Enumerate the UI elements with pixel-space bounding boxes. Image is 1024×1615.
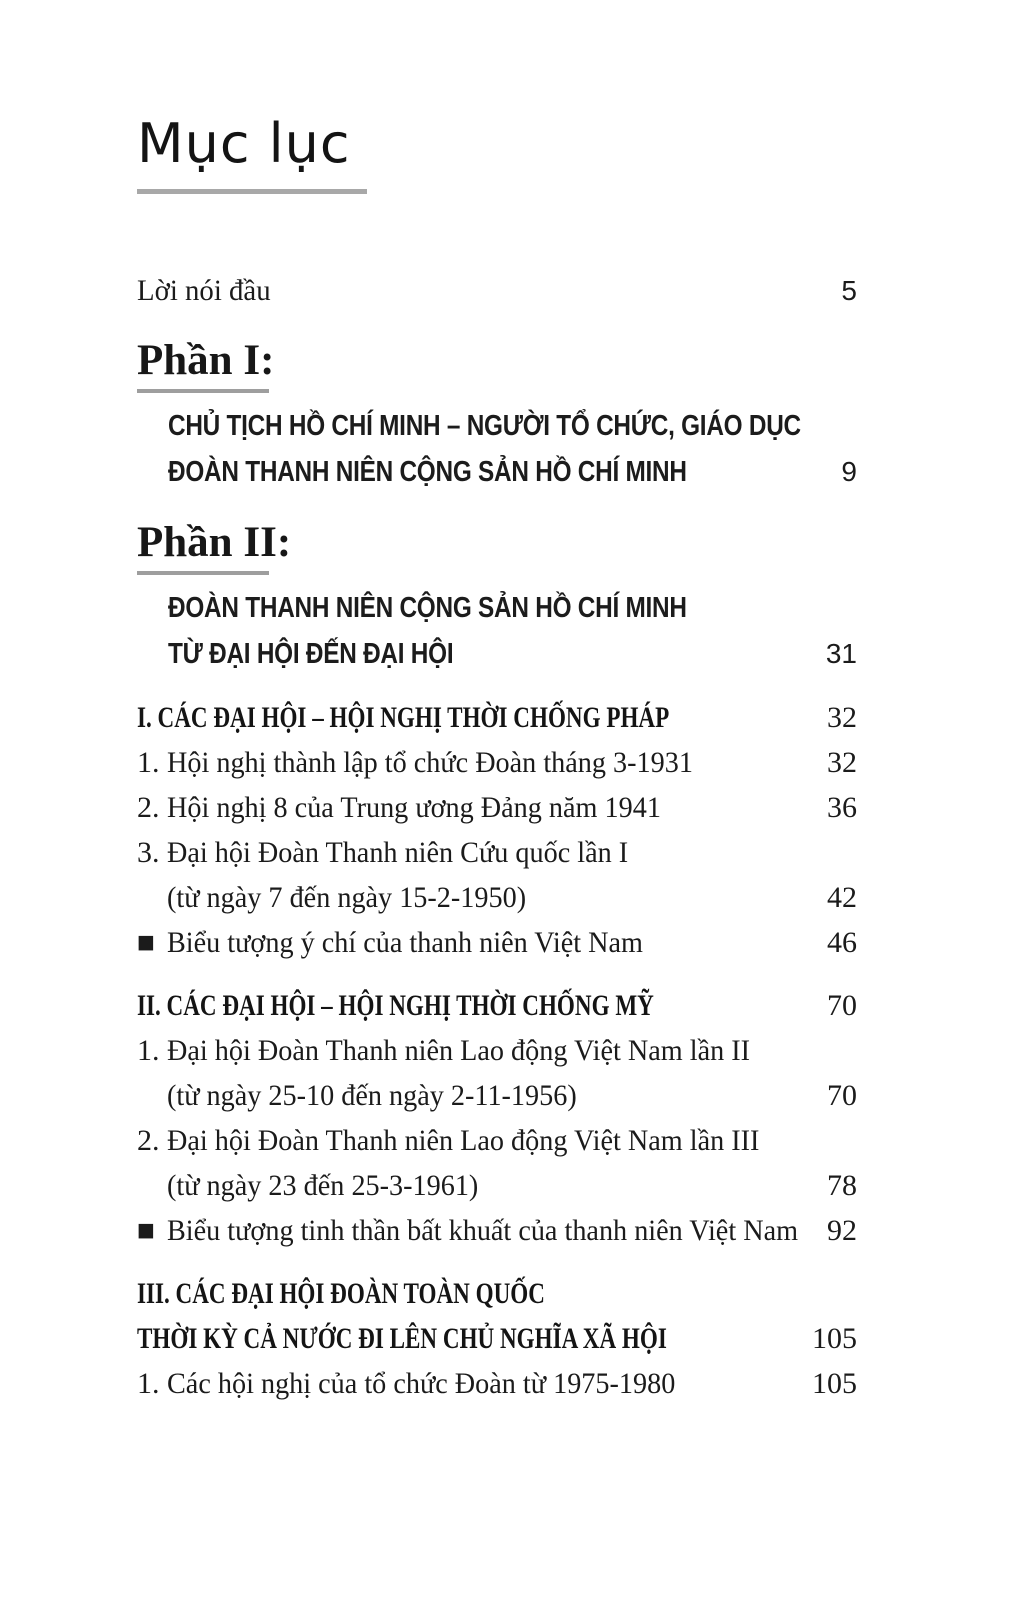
entry-label: (từ ngày 7 đến ngày 15-2-1950) xyxy=(167,881,527,914)
page-title: Mục lục xyxy=(137,112,351,175)
toc-row xyxy=(137,1316,857,1361)
part-heading xyxy=(137,517,857,575)
entry-label: II. CÁC ĐẠI HỘI – HỘI NGHỊ THỜI CHỐNG MỸ xyxy=(137,989,654,1022)
page-number: 70 xyxy=(827,989,857,1022)
page-number: 5 xyxy=(841,275,857,306)
toc-row xyxy=(137,1361,857,1406)
toc-row xyxy=(137,1118,857,1163)
entry-label: Biểu tượng ý chí của thanh niên Việt Nam xyxy=(167,926,643,959)
page-number: 31 xyxy=(825,638,857,669)
toc-row xyxy=(137,1271,857,1316)
entry-label: (từ ngày 25-10 đến ngày 2-11-1956) xyxy=(167,1079,577,1112)
item-number: 1. xyxy=(137,1034,160,1067)
page-number: 46 xyxy=(827,926,857,959)
part-heading xyxy=(137,335,857,393)
toc-row xyxy=(137,695,857,740)
entry-label: III. CÁC ĐẠI HỘI ĐOÀN TOÀN QUỐC xyxy=(137,1277,545,1310)
title-underline xyxy=(137,189,367,194)
item-number: 1. xyxy=(137,746,160,779)
page-content xyxy=(137,0,857,1406)
toc-row xyxy=(137,1208,857,1253)
entry-label: Đại hội Đoàn Thanh niên Lao động Việt Nam lần III xyxy=(167,1124,760,1157)
page-number: 32 xyxy=(827,746,857,779)
toc-row xyxy=(137,403,857,449)
page-number: 42 xyxy=(827,881,857,914)
toc-row xyxy=(137,1163,857,1208)
item-number: 2. xyxy=(137,791,160,824)
part-underline xyxy=(137,389,269,393)
item-number: 3. xyxy=(137,836,160,869)
item-number: 2. xyxy=(137,1124,160,1157)
part-label: Phần II: xyxy=(137,519,292,566)
bullet-square-icon: ■ xyxy=(137,1219,155,1241)
toc-row xyxy=(137,983,857,1028)
page-number: 9 xyxy=(841,456,857,487)
entry-label: CHỦ TỊCH HỒ CHÍ MINH – NGƯỜI TỔ CHỨC, GIÁO DỤC xyxy=(168,410,801,442)
toc-row xyxy=(137,875,857,920)
entry-label: TỪ ĐẠI HỘI ĐẾN ĐẠI HỘI xyxy=(168,638,454,670)
toc-row xyxy=(137,268,857,313)
page-number: 78 xyxy=(827,1169,857,1202)
page-number: 36 xyxy=(827,791,857,824)
toc-row xyxy=(137,1073,857,1118)
entry-label: ĐOÀN THANH NIÊN CỘNG SẢN HỒ CHÍ MINH xyxy=(168,592,687,624)
toc-row xyxy=(137,920,857,965)
entry-label: I. CÁC ĐẠI HỘI – HỘI NGHỊ THỜI CHỐNG PHÁP xyxy=(137,701,670,734)
part-underline xyxy=(137,571,269,575)
toc-rows xyxy=(137,268,857,1406)
toc-row xyxy=(137,449,857,495)
page-number: 92 xyxy=(827,1214,857,1247)
entry-label: Hội nghị thành lập tổ chức Đoàn tháng 3-1931 xyxy=(167,746,693,779)
toc-row xyxy=(137,585,857,631)
entry-label: Hội nghị 8 của Trung ương Đảng năm 1941 xyxy=(167,791,661,824)
title-block xyxy=(137,0,857,194)
entry-label: ĐOÀN THANH NIÊN CỘNG SẢN HỒ CHÍ MINH xyxy=(168,456,687,488)
page-number: 70 xyxy=(827,1079,857,1112)
toc-row xyxy=(137,830,857,875)
toc-row xyxy=(137,631,857,677)
bullet-square-icon: ■ xyxy=(137,931,155,953)
entry-label: Đại hội Đoàn Thanh niên Lao động Việt Nam lần II xyxy=(167,1034,751,1067)
page-number: 105 xyxy=(812,1322,857,1355)
page-number: 105 xyxy=(812,1367,857,1400)
part-label: Phần I: xyxy=(137,337,275,384)
entry-label: Biểu tượng tinh thần bất khuất của thanh niên Việt Nam xyxy=(167,1214,799,1247)
entry-label: Đại hội Đoàn Thanh niên Cứu quốc lần I xyxy=(167,836,629,869)
entry-label: (từ ngày 23 đến 25-3-1961) xyxy=(167,1169,479,1202)
toc-row xyxy=(137,1028,857,1073)
toc-row xyxy=(137,740,857,785)
item-number: 1. xyxy=(137,1367,160,1400)
toc-row xyxy=(137,785,857,830)
entry-label: Lời nói đầu xyxy=(137,274,271,307)
entry-label: THỜI KỲ CẢ NƯỚC ĐI LÊN CHỦ NGHĨA XÃ HỘI xyxy=(137,1322,667,1355)
page-number: 32 xyxy=(827,701,857,734)
entry-label: Các hội nghị của tổ chức Đoàn từ 1975-1980 xyxy=(167,1367,676,1400)
